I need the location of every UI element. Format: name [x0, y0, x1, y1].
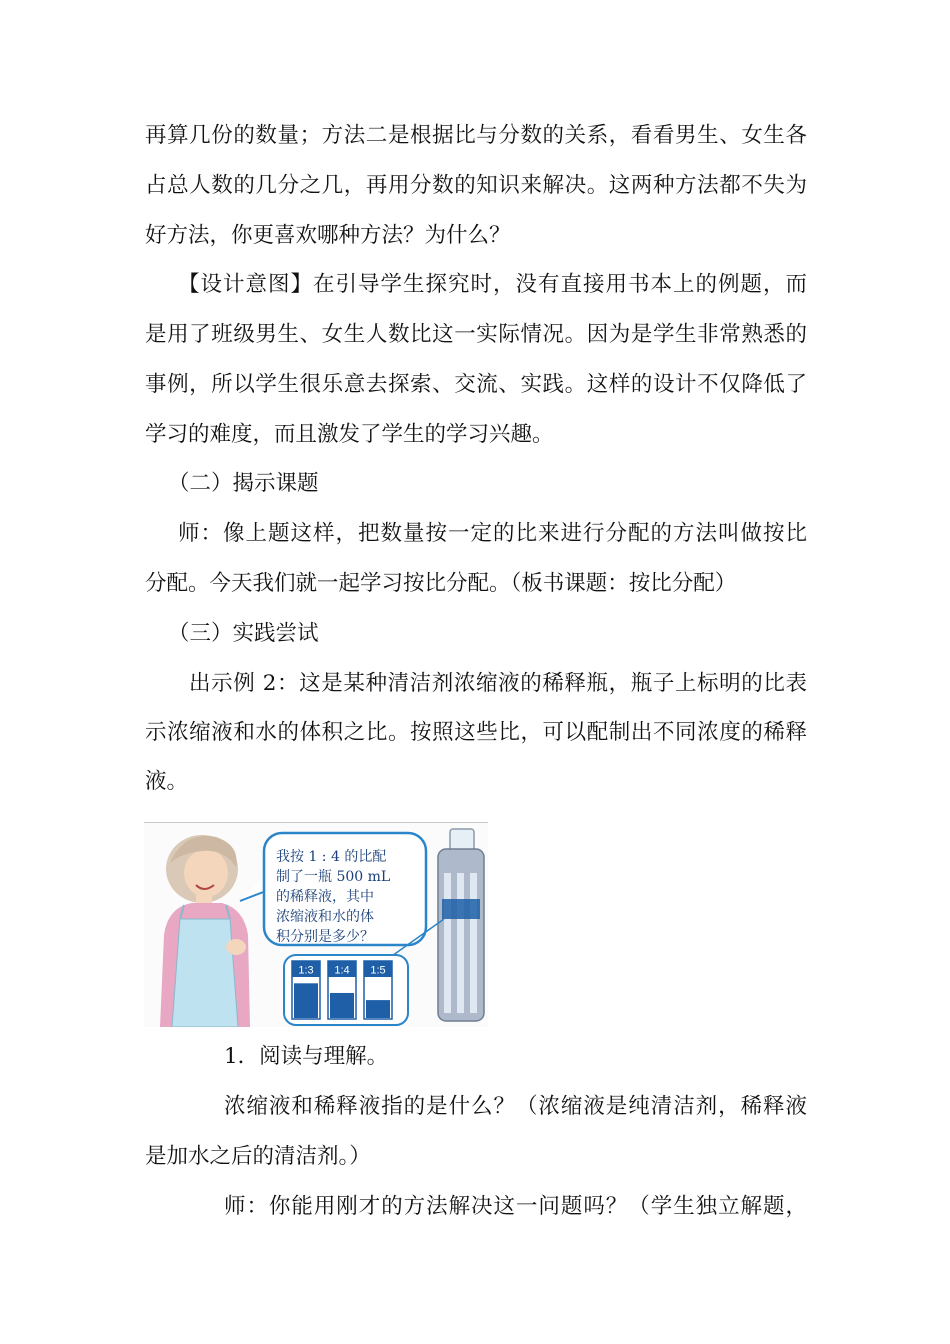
ratio-fill	[294, 983, 318, 1018]
section-heading: 1．阅读与理解。	[224, 1044, 389, 1069]
ratio-panel	[284, 955, 408, 1025]
text-line: 分配。今天我们就一起学习按比分配。（板书课题：按比分配）	[145, 571, 737, 596]
text-line: 学习的难度，而且激发了学生的学习兴趣。	[145, 422, 554, 447]
speech-line: 制了一瓶 500 mL	[276, 869, 391, 885]
text-line: 示浓缩液和水的体积之比。按照这些比，可以配制出不同浓度的稀释	[145, 720, 807, 745]
ratio-label: 1:3	[298, 964, 314, 977]
text-line: 占总人数的几分之几，再用分数的知识来解决。这两种方法都不失为	[145, 173, 807, 198]
text-line: 事例，所以学生很乐意去探索、交流、实践。这样的设计不仅降低了	[145, 372, 807, 397]
text-line: 是用了班级男生、女生人数比这一实际情况。因为是学生非常熟悉的	[145, 322, 807, 347]
speech-line: 的稀释液，其中	[276, 889, 374, 905]
text-line: 液。	[145, 769, 189, 794]
teacher-figure	[160, 835, 250, 1027]
text-line: 师：你能用刚才的方法解决这一问题吗？（学生独立解题，	[224, 1194, 807, 1219]
ratio-label: 1:5	[370, 964, 386, 977]
speech-line: 我按 1 : 4 的比配	[276, 849, 387, 865]
text-line: 出示例 2：这是某种清洁剂浓缩液的稀释瓶，瓶子上标明的比表	[189, 671, 807, 696]
section-heading: （二）揭示课题	[168, 471, 319, 496]
text-line: 浓缩液和稀释液指的是什么？（浓缩液是纯清洁剂，稀释液	[224, 1094, 807, 1119]
speech-line: 浓缩液和水的体	[276, 909, 374, 925]
illustration-svg	[144, 823, 488, 1027]
text-line: 师：像上题这样，把数量按一定的比来进行分配的方法叫做按比	[178, 521, 807, 546]
text-line: 【设计意图】在引导学生探究时，没有直接用书本上的例题，而	[178, 272, 807, 297]
example-illustration	[144, 822, 488, 1027]
speech-line: 积分别是多少？	[276, 929, 374, 945]
ratio-label: 1:4	[334, 964, 350, 977]
text-line: 再算几份的数量；方法二是根据比与分数的关系，看看男生、女生各	[145, 123, 807, 148]
text-line: 好方法，你更喜欢哪种方法？为什么？	[145, 223, 511, 248]
section-heading: （三）实践尝试	[168, 621, 319, 646]
ratio-fill	[330, 993, 354, 1018]
text-line: 是加水之后的清洁剂。）	[145, 1144, 371, 1169]
ratio-fill	[366, 1000, 390, 1018]
speech-bubble	[240, 833, 426, 945]
